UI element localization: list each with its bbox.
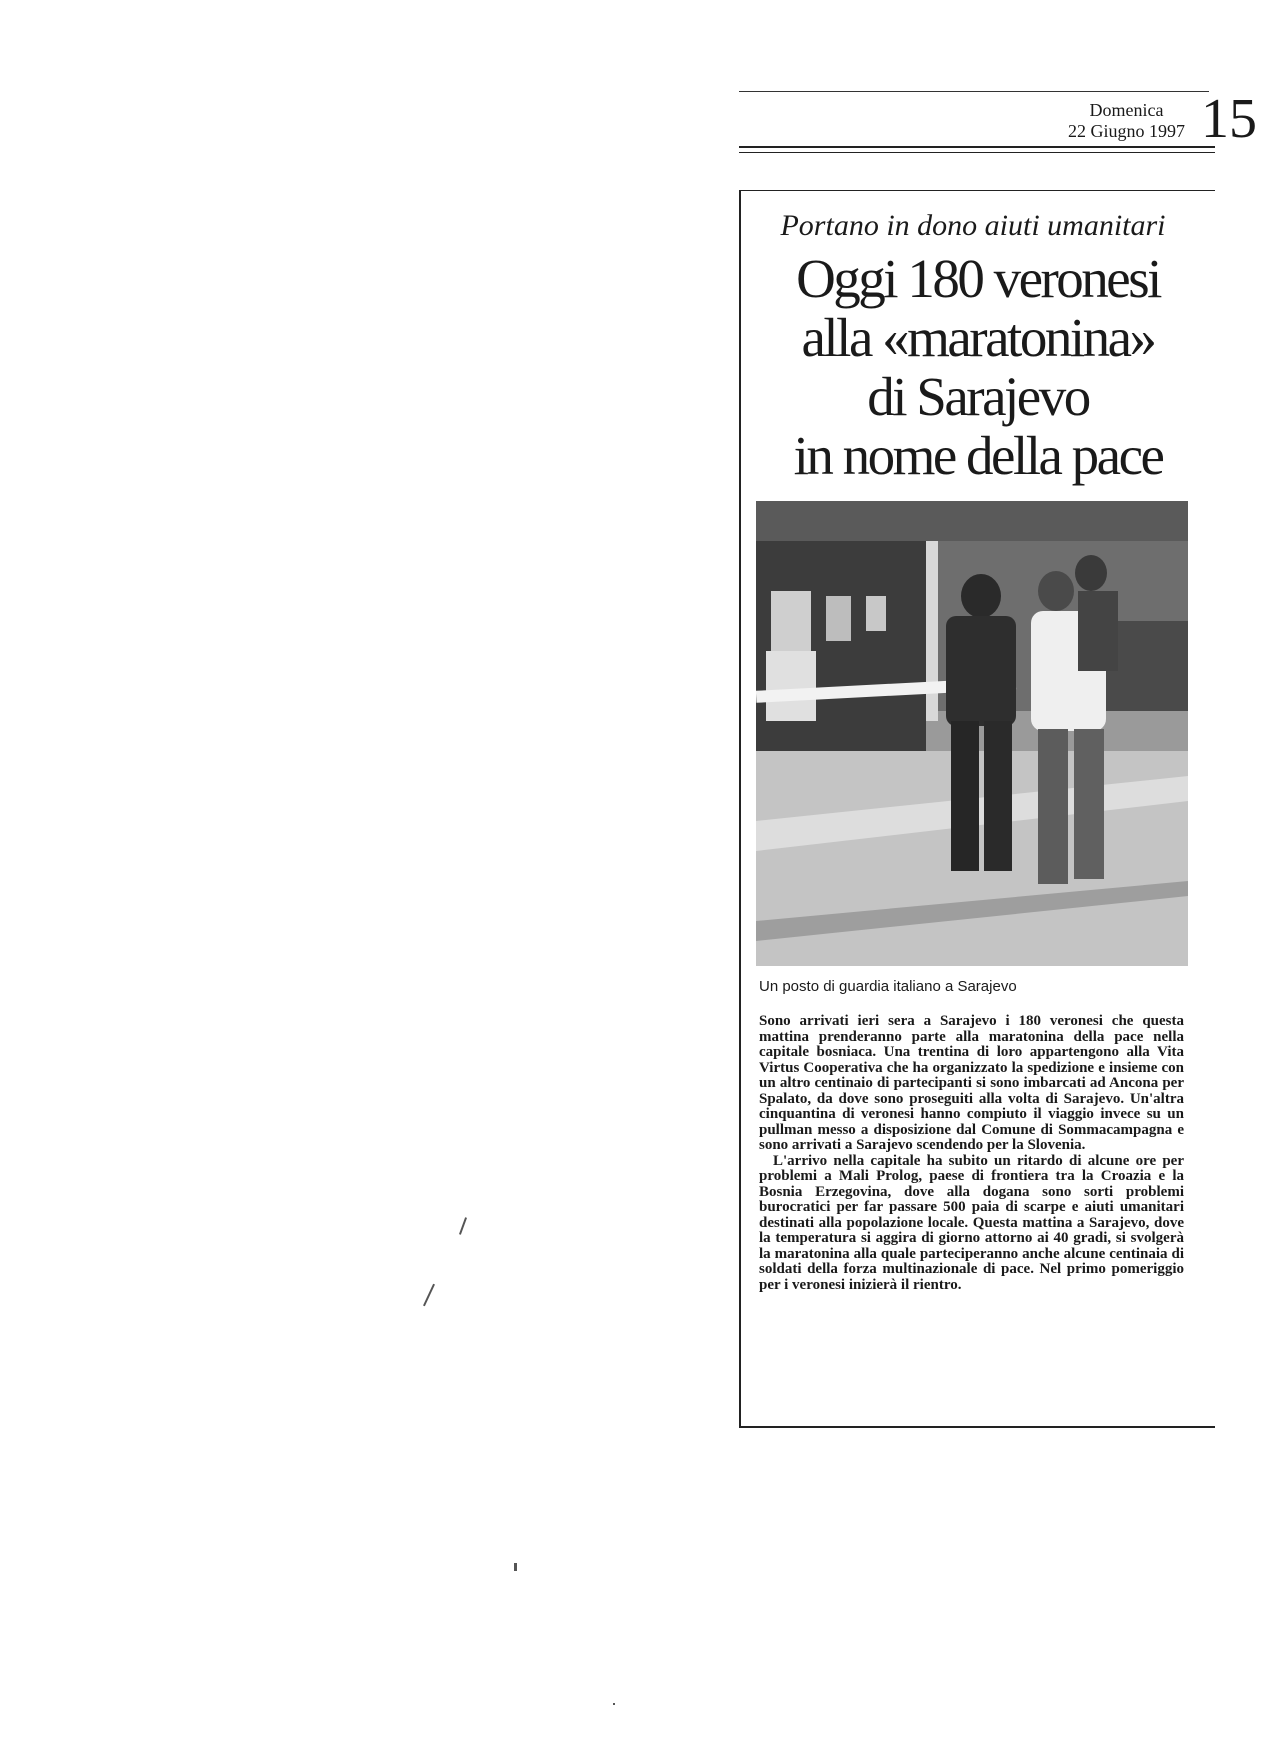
photo-caption: Un posto di guardia italiano a Sarajevo: [759, 978, 1017, 995]
page-number: 15: [1201, 88, 1257, 150]
article-frame: [739, 190, 1215, 1428]
dateline: [1068, 100, 1185, 142]
newspaper-clipping: [733, 85, 1257, 1435]
article-headline: Oggi 180 veronesi alla «maratonina» di Sarajevo in nome della pace: [793, 248, 1163, 486]
article-kicker: Portano in dono aiuti umanitari: [780, 209, 1166, 242]
dateline-weekday: Domenica: [1089, 100, 1164, 120]
article-body: [759, 1014, 1184, 1293]
top-rule: [739, 91, 1209, 92]
article-paragraph: Sono arrivati ieri sera a Sarajevo i 180 veronesi che questa mattina prenderanno parte alla maratonina della pace nella capitale bosniaca. Una trentina di loro appartengono alla Vita Virtus Cooperativa che ha organizzato la spedizione e insieme con un altro centinaio di partecipanti si sono imbarcati ad Ancona per Spalato, da dove sono proseguiti alla volta di Sarajevo. Un'altra cinquantina di veronesi hanno compiuto il viaggio invece su un pullman messo a disposizione dal Comune di Sommacampagna e sono arrivati a Sarajevo scendendo per la Slovenia.: [759, 1013, 1184, 1153]
article-photo: [756, 501, 1188, 966]
header-double-rule: [739, 146, 1215, 153]
article-paragraph: L'arrivo nella capitale ha subito un ritardo di alcune ore per problemi a Mali Prolog, paese di frontiera tra la Croazia e la Bosnia Erzegovina, dove alla dogana sono sorti problemi burocratici per far passare 500 paia di scarpe e aiuti umanitari destinati alla popolazione locale. Questa mattina a Sarajevo, dove la temperatura si aggira di giorno attorno ai 40 gradi, si svolgerà la maratonina alla quale parteciperanno anche alcune centinaia di soldati della forza multinazionale di pace. Nel primo pomeriggio per i veronesi inizierà il rientro.: [759, 1152, 1184, 1293]
dateline-date: 22 Giugno 1997: [1068, 121, 1185, 141]
checkpoint-photo-image: [756, 501, 1188, 966]
